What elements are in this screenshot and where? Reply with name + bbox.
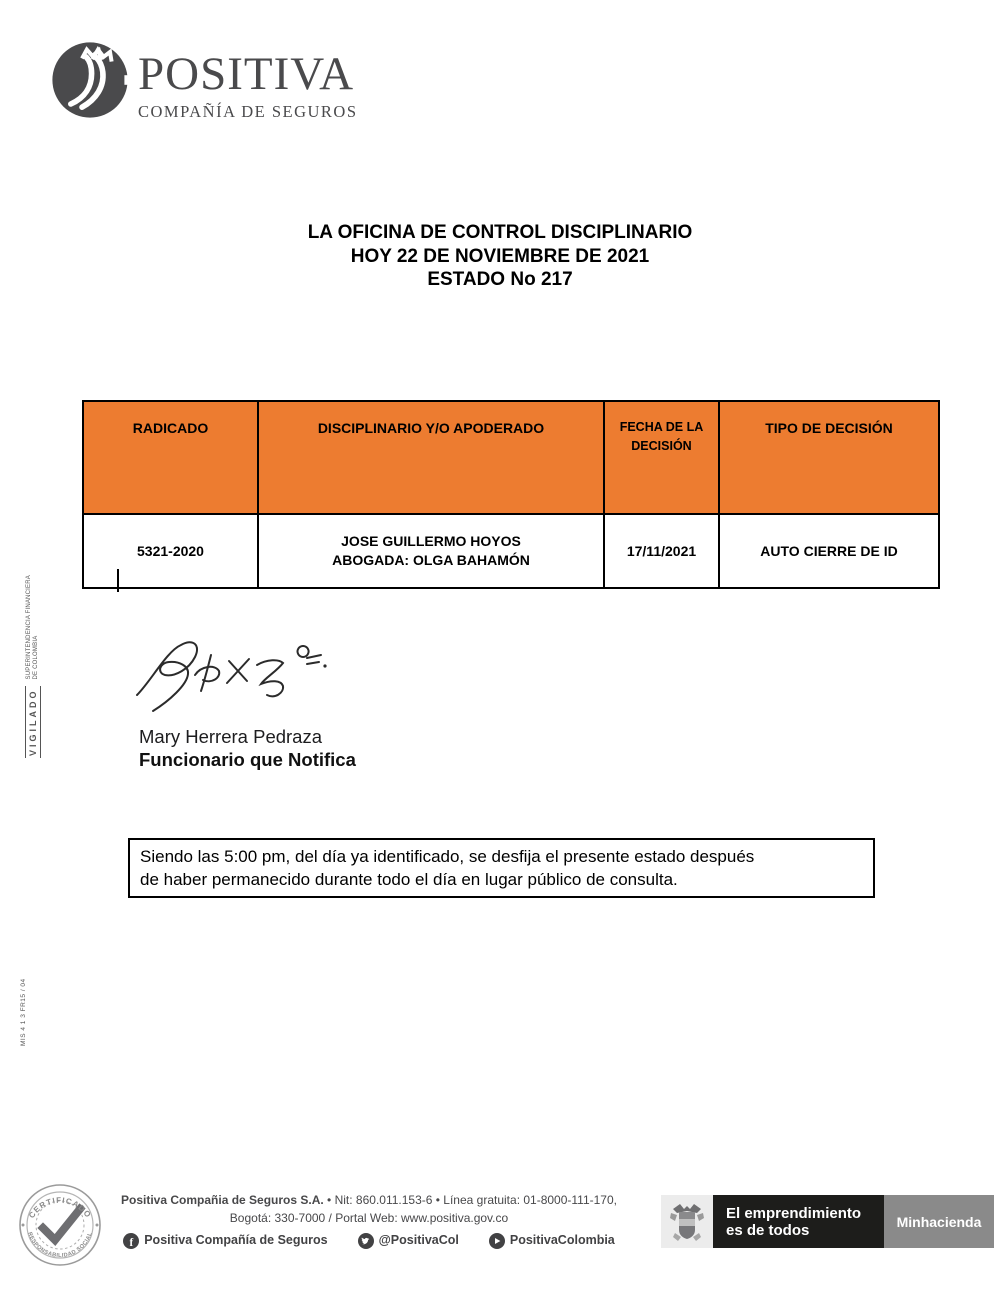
twitter-label: @PositivaCol bbox=[378, 1233, 459, 1247]
facebook-label: Positiva Compañía de Seguros bbox=[144, 1233, 328, 1247]
youtube-icon bbox=[489, 1233, 505, 1249]
col-header-radicado: RADICADO bbox=[83, 401, 258, 514]
col-header-tipo: TIPO DE DECISIÓN bbox=[719, 401, 939, 514]
government-branding bbox=[661, 1195, 994, 1248]
seal-top-text: CERTIFICADO bbox=[27, 1195, 93, 1220]
text-cursor-mark bbox=[117, 569, 119, 592]
footer-line2: Bogotá: 330-7000 / Portal Web: www.positiva.gov.co bbox=[229, 1210, 509, 1225]
facebook-link[interactable] bbox=[123, 1232, 327, 1250]
cell-radicado: 5321-2020 bbox=[83, 514, 258, 588]
disciplinario-name: JOSE GUILLERMO HOYOS bbox=[341, 533, 521, 549]
signer-name: Mary Herrera Pedraza bbox=[139, 726, 323, 747]
table-header-row bbox=[83, 401, 939, 514]
minhacienda-label: Minhacienda bbox=[896, 1213, 982, 1230]
gov-slogan-line1: El emprendimiento bbox=[726, 1204, 862, 1222]
superintendencia-label: SUPERINTENDENCIA FINANCIERA bbox=[26, 575, 32, 680]
gov-slogan-line2: es de todos bbox=[726, 1221, 810, 1239]
decisions-table-wrap bbox=[82, 400, 938, 589]
twitter-icon bbox=[358, 1233, 374, 1249]
logo-wordmark: POSITIVA bbox=[138, 48, 355, 100]
signer-role: Funcionario que Notifica bbox=[139, 749, 356, 770]
minhacienda-box bbox=[884, 1195, 994, 1248]
document-title bbox=[0, 221, 1000, 292]
social-row bbox=[100, 1232, 638, 1250]
disciplinario-abogada: ABOGADA: OLGA BAHAMÓN bbox=[332, 552, 530, 568]
notice-text-line1: Siendo las 5:00 pm, del día ya identificado, se desfija el presente estado después bbox=[140, 847, 755, 866]
col-header-disciplinario: DISCIPLINARIO Y/O APODERADO bbox=[258, 401, 604, 514]
footer-contact bbox=[100, 1192, 638, 1250]
notice-box bbox=[128, 838, 875, 898]
logo-subtitle: COMPAÑÍA DE SEGUROS bbox=[138, 102, 358, 121]
cell-fecha: 17/11/2021 bbox=[604, 514, 719, 588]
svg-text:f: f bbox=[129, 1236, 134, 1249]
footer-line1-rest: • Nit: 860.011.153-6 • Línea gratuita: 01-8000-111-170, bbox=[323, 1193, 617, 1207]
twitter-link[interactable] bbox=[358, 1232, 459, 1250]
doc-code-sidebar bbox=[20, 960, 34, 1046]
colombia-coat-of-arms-icon bbox=[669, 1201, 705, 1243]
footer-company-name: Positiva Compañia de Seguros S.A. bbox=[121, 1193, 324, 1207]
vigilado-sidebar bbox=[18, 575, 48, 758]
doc-code-label: MIS 4 1 3 FR15 / 04 bbox=[20, 978, 27, 1046]
youtube-label: PositivaColombia bbox=[509, 1233, 615, 1247]
colombia-coat-of-arms-box bbox=[661, 1195, 713, 1248]
seal-bottom-text: RESPONSABILIDAD SOCIAL bbox=[26, 1231, 94, 1260]
title-line-office: LA OFICINA DE CONTROL DISCIPLINARIO bbox=[307, 222, 693, 243]
de-colombia-label: DE COLOMBIA bbox=[33, 635, 39, 680]
positiva-logo-icon bbox=[50, 40, 130, 120]
vigilado-rotated-block bbox=[18, 575, 48, 758]
title-line-date: HOY 22 DE NOVIEMBRE DE 2021 bbox=[350, 245, 650, 267]
superintendencia-block bbox=[26, 575, 40, 679]
col-header-fecha: FECHA DE LA DECISIÓN bbox=[604, 401, 719, 514]
logo-text bbox=[138, 40, 358, 122]
youtube-link[interactable] bbox=[489, 1232, 615, 1250]
signature-handwriting bbox=[133, 633, 328, 718]
vigilado-label: VIGILADO bbox=[25, 686, 41, 758]
gov-slogan-box bbox=[713, 1195, 884, 1248]
cell-tipo-decision: AUTO CIERRE DE ID bbox=[719, 514, 939, 588]
facebook-icon bbox=[123, 1233, 139, 1249]
cell-disciplinario bbox=[258, 514, 604, 588]
footer-line1 bbox=[100, 1192, 638, 1210]
decisions-table bbox=[82, 400, 940, 589]
svg-text:CERTIFICADO bbox=[27, 1196, 93, 1220]
table-row bbox=[83, 514, 939, 588]
social-responsibility-seal bbox=[18, 1182, 102, 1268]
notice-text-line2: de haber permanecido durante todo el día en lugar público de consulta. bbox=[140, 870, 678, 889]
title-line-estado: ESTADO No 217 bbox=[427, 269, 573, 290]
positiva-logo bbox=[50, 40, 358, 122]
